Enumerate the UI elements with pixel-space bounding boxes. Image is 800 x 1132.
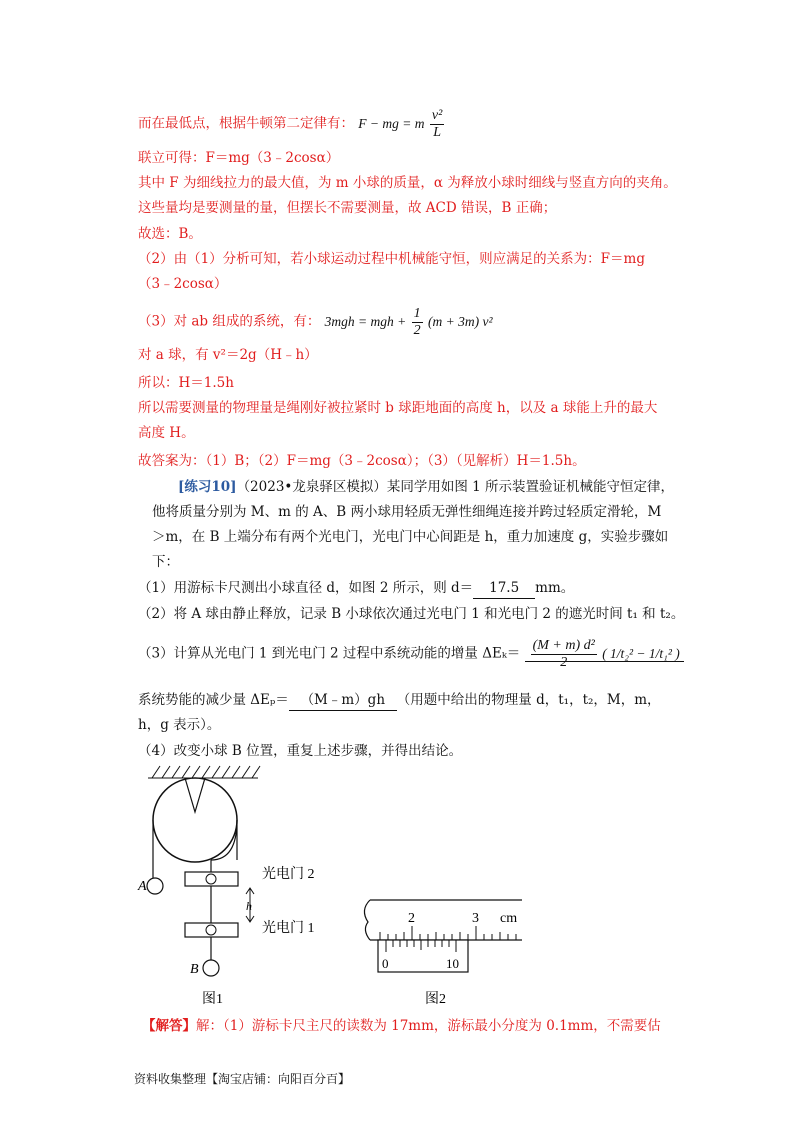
label-h: h bbox=[246, 899, 252, 913]
question-4: （4）改变小球 B 位置，重复上述步骤，并得出结论。 bbox=[138, 743, 463, 759]
exercise-line-4: 下： bbox=[152, 554, 179, 570]
ceiling-hatch bbox=[148, 766, 260, 778]
experiment-figures bbox=[130, 760, 540, 1045]
caption-fig2: 图2 bbox=[425, 992, 446, 1007]
question-unit: mm。 bbox=[535, 580, 575, 596]
pulley bbox=[153, 778, 237, 862]
main-scale-2: 2 bbox=[408, 911, 415, 926]
main-scale-3: 3 bbox=[472, 911, 479, 926]
frac-num: v² bbox=[431, 108, 443, 123]
solution-line-5: 故选：B。 bbox=[138, 226, 202, 242]
system-energy-formula bbox=[324, 306, 493, 338]
solution-line-3: 其中 F 为细线拉力的最大值，为 m 小球的质量，α 为释放小球时细线与竖直方向的夹角。 bbox=[138, 175, 677, 191]
answer-tag: 【解答】 bbox=[142, 1018, 196, 1034]
page-footer: 资料收集整理【淘宝店铺：向阳百分百】 bbox=[134, 1072, 351, 1086]
solution-line-9: 对 a 球，有 v²＝2g（H﹣h） bbox=[138, 347, 318, 363]
label-a: A bbox=[138, 879, 147, 894]
exercise-line-1 bbox=[178, 477, 674, 497]
photogate-2-hole bbox=[206, 874, 216, 884]
frac-den: 2 bbox=[560, 655, 568, 670]
solution-line-11: 所以需要测量的物理量是绳刚好被拉紧时 b 球距地面的高度 h，以及 a 球能上升的最大 bbox=[138, 400, 658, 416]
frac-den: L bbox=[433, 125, 441, 140]
question-3 bbox=[138, 638, 684, 671]
vernier-10: 10 bbox=[446, 956, 459, 971]
solution-text: （3）对 ab 组成的系统，有： bbox=[138, 313, 321, 330]
label-b: B bbox=[190, 962, 199, 977]
exercise-text: （2023•龙泉驿区模拟）某同学用如图 1 所示装置验证机械能守恒定律， bbox=[236, 479, 675, 495]
solution-line-2: 联立可得：F＝mg（3﹣2cosα） bbox=[138, 150, 340, 166]
photogate-1-hole bbox=[206, 925, 216, 935]
main-scale-unit: cm bbox=[500, 911, 518, 926]
vernier-0: 0 bbox=[382, 956, 389, 971]
frac-num: (M + m) d² bbox=[532, 638, 595, 653]
question-2: （2）将 A 球由静止释放，记录 B 小球依次通过光电门 1 和光电门 2 的遮光时间 t₁ 和 t₂。 bbox=[138, 606, 685, 622]
question-text: 系统势能的减少量 ΔEₚ＝ bbox=[138, 692, 289, 708]
question-3b bbox=[138, 690, 661, 711]
kinetic-energy-formula bbox=[525, 638, 684, 670]
solution-line-4: 这些量均是要测量的量，但摆长不需要测量，故 ACD 错误，B 正确； bbox=[138, 200, 557, 216]
solution-text: 而在最低点，根据牛顿第二定律有： bbox=[138, 115, 354, 132]
exercise-line-2: 他将质量分别为 M、m 的 A、B 两小球用轻质无弹性细绳连接并跨过轻质定滑轮，M bbox=[152, 504, 662, 520]
question-text: （3）计算从光电门 1 到光电门 2 过程中系统动能的增量 ΔEₖ＝ bbox=[138, 645, 521, 662]
question-text: （用题中给出的物理量 d，t₁，t₂，M，m， bbox=[396, 692, 661, 708]
solution-line-10: 所以：H＝1.5h bbox=[138, 375, 234, 391]
formula-tail: ( 1/t₂² − 1/t₁² ) bbox=[602, 645, 680, 661]
answer-line bbox=[142, 1016, 661, 1036]
formula-part-a: 3mgh = mgh + bbox=[324, 313, 407, 329]
solution-line-6: （2）由（1）分析可知，若小球运动过程中机械能守恒，则应满足的关系为：F＝mg bbox=[138, 251, 645, 267]
formula-fraction bbox=[412, 306, 423, 339]
question-3b-line2: h，g 表示）。 bbox=[138, 717, 221, 733]
formula-lhs: F − mg = m bbox=[358, 115, 425, 131]
pulley-mount bbox=[185, 778, 205, 812]
solution-line-13: 故答案为：（1）B；（2）F＝mg（3﹣2cosα）；（3）（见解析）H＝1.5h。 bbox=[138, 453, 586, 469]
answer-blank: （M﹣m）gh bbox=[289, 690, 397, 711]
solution-line-1 bbox=[138, 108, 446, 141]
photogate-1-label: 光电门 1 bbox=[262, 921, 315, 936]
frac-num: 1 bbox=[413, 306, 421, 321]
ball-b bbox=[203, 960, 219, 976]
exercise-line-3: ＞m，在 B 上端分布有两个光电门，光电门中心间距是 h，重力加速度 g，实验步骤如 bbox=[152, 529, 669, 545]
formula-part-b: (m + 3m) v² bbox=[428, 313, 493, 329]
caption-fig1: 图1 bbox=[202, 992, 223, 1007]
ball-a bbox=[147, 878, 163, 894]
exercise-tag: [练习10] bbox=[178, 479, 237, 495]
formula-fraction bbox=[430, 108, 444, 141]
answer-text: 解：（1）游标卡尺主尺的读数为 17mm，游标最小分度为 0.1mm，不需要估 bbox=[196, 1018, 661, 1034]
question-text: （1）用游标卡尺测出小球直径 d，如图 2 所示，则 d＝ bbox=[138, 580, 474, 596]
photogate-2-label: 光电门 2 bbox=[262, 867, 315, 882]
newton-formula bbox=[358, 108, 446, 140]
solution-line-8 bbox=[138, 306, 493, 339]
formula-fraction bbox=[531, 638, 597, 671]
frac-den: 2 bbox=[413, 323, 421, 338]
answer-blank: 17.5 bbox=[473, 578, 535, 599]
solution-line-7: （3﹣2cosα） bbox=[138, 276, 228, 292]
solution-line-12: 高度 H。 bbox=[138, 425, 195, 441]
question-1 bbox=[138, 578, 574, 599]
